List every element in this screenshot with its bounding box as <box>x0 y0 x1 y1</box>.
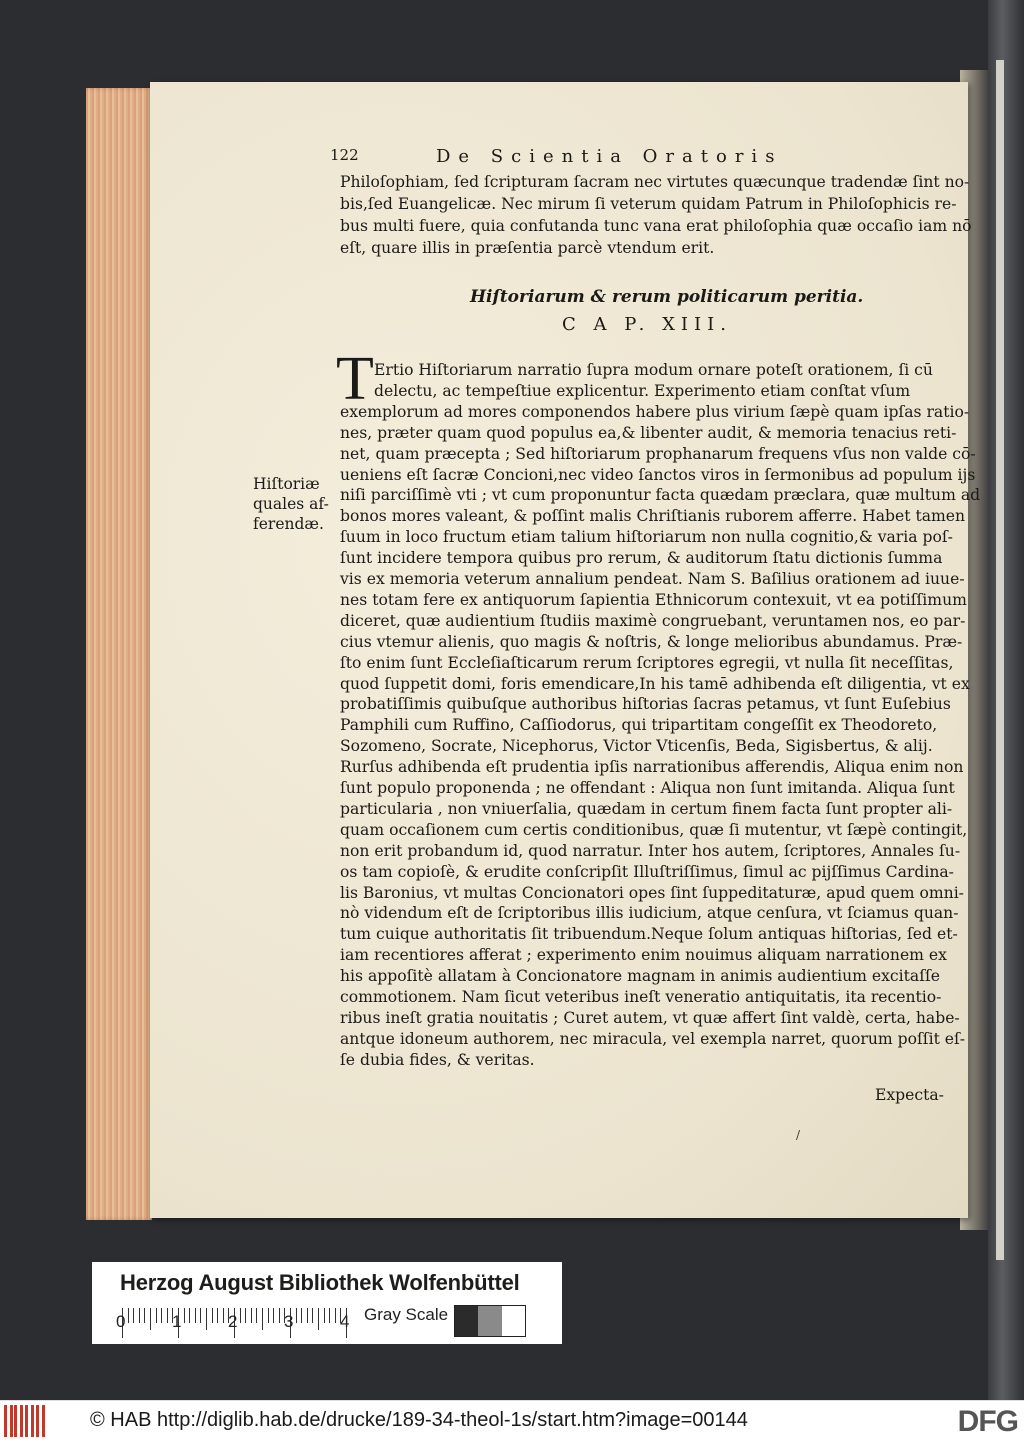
text-line: nes, præter quam quod populus ea,& libenter audit, & memoria tenacius reti- <box>340 423 957 442</box>
text-line: net, quam præcepta ; Sed hiſtoriarum prophanarum frequens vſus non valde cō- <box>340 444 976 463</box>
ruler-tick <box>128 1308 129 1323</box>
text-line: nes totam fere ex antiquorum ſapientia Ethnicorum contexuit, vt ea potiſſimum <box>340 590 967 609</box>
gray-level-patch <box>455 1306 478 1336</box>
text-line: commotionem. Nam ſicut veteribus ineſt veneratio antiquitatis, ita recentio- <box>340 988 942 1006</box>
drop-capital: T <box>336 345 374 413</box>
barcode-stripe <box>31 1405 34 1437</box>
permalink-url[interactable]: http://diglib.hab.de/drucke/189-34-theol-1s/start.htm?image=00144 <box>156 1409 748 1431</box>
dfg-logo: DFG <box>957 1405 1018 1438</box>
ruler-tick <box>245 1308 246 1323</box>
ruler-number: 1 <box>172 1312 182 1331</box>
ruler-number: 2 <box>228 1312 238 1331</box>
barcode-stripe <box>10 1405 13 1437</box>
text-line: Philoſophiam, ſed ſcripturam ſacram nec virtutes quæcunque tradendæ ſint no- <box>340 173 970 191</box>
ruler-tick <box>223 1308 224 1323</box>
ruler-tick <box>156 1308 157 1323</box>
text-line: Pamphili cum Ruffino, Caſſiodorus, qui tripartitam congeſſit ex Theodoreto, <box>340 716 938 735</box>
ruler-tick <box>296 1308 297 1323</box>
text-line: bonos mores valeant, & poſſint malis Chriſtianis ruborem afferre. Habet tamen <box>340 507 966 526</box>
viewer-footer <box>0 1400 1024 1441</box>
ruler-tick <box>200 1308 201 1323</box>
ruler-tick <box>189 1308 190 1323</box>
text-line: bus multi fuere, quia confutanda tunc vana erat philoſophia quæ occaſio iam nō <box>340 217 972 235</box>
ruler-tick <box>161 1308 162 1323</box>
text-line: ſuum in loco fructum etiam talium hiſtoriarum non nulla cognitio,& varia poſ- <box>340 528 953 547</box>
text-line: cius vtemur alienis, quo magis & noſtris, & longe melioribus abundamus. Præ- <box>340 632 963 651</box>
barcode-stripe <box>42 1405 45 1437</box>
text-line: ribus ineſt gratia nouitatis ; Curet autem, vt quæ affert ſint valdè, certa, habe- <box>340 1008 960 1027</box>
text-line: particularia , non vniuerſalia, quædam in certum finem facta ſunt propter ali- <box>340 799 953 818</box>
text-line: delectu, ac tempeſtiue explicentur. Experimento etiam conſtat vſum <box>374 381 911 400</box>
ruler-tick <box>262 1308 263 1330</box>
ruler-tick <box>144 1308 145 1323</box>
ruler-tick <box>329 1308 330 1323</box>
ruler-number: 3 <box>284 1312 294 1331</box>
text-line: ſunt incidere tempora quibus pro rerum, & auditorum ſtatu dictionis ſumma <box>340 549 943 568</box>
running-title: De Scientia Oratoris <box>436 146 783 167</box>
text-line: Sozomeno, Socrate, Nicephorus, Victor Vticenſis, Beda, Sigisbertus, & alij. <box>340 737 933 756</box>
text-line: nò videndum eſt de ſcriptoribus illis iudicium, atque cenſura, vt ſciamus quan- <box>340 904 959 923</box>
page-number: 122 <box>330 146 359 164</box>
text-line: ueniens eſt ſacræ Concioni,nec video ſanctos viros in ſermonibus ad populum ijs <box>340 465 976 484</box>
next-page-edge <box>988 0 1024 1400</box>
text-line: ſe dubia fides, & veritas. <box>340 1050 535 1069</box>
gray-scale-swatch <box>454 1305 526 1337</box>
text-line: his appoſitè allatam à Concionatore magnam in animis audientium excitaſſe <box>340 967 940 986</box>
text-line: ſunt populo proponenda ; ne offendant : Aliqua non ſunt imitanda. Aliqua ſunt <box>340 779 955 797</box>
ruler-tick <box>279 1308 280 1323</box>
ruler-tick <box>307 1308 308 1323</box>
gray-level-patch <box>502 1306 525 1336</box>
next-page-paper <box>996 60 1004 1260</box>
ruler-tick <box>268 1308 269 1323</box>
chapter-number: C A P. XIII. <box>562 314 732 335</box>
ruler-tick <box>212 1308 213 1323</box>
marginal-line: ferendæ. <box>253 515 324 533</box>
ruler-tick <box>256 1308 257 1323</box>
hab-barcode-icon <box>4 1405 48 1437</box>
text-line: eſt, quare illis in præſentia parcè vtendum erit. <box>340 239 715 257</box>
text-line: lis Baronius, vt multas Concionatori opes ſint ſuppeditaturæ, apud quem omni- <box>340 883 964 902</box>
text-line: ſto enim ſunt Eccleſiaſticarum rerum ſcriptores egregii, vt nulla ſit neceſſitas, <box>340 653 954 672</box>
barcode-stripe <box>20 1405 23 1437</box>
ruler-tick <box>217 1308 218 1323</box>
text-line: non erit probandum id, quod narratur. Inter hos autem, ſcriptores, Annales ſu- <box>340 841 961 860</box>
ruler-number: 0 <box>116 1312 126 1331</box>
catchword: Expecta- <box>875 1086 944 1104</box>
ruler-tick <box>301 1308 302 1323</box>
barcode-stripe <box>36 1405 39 1437</box>
text-line: bis,ſed Euangelicæ. Nec mirum ſi veterum quidam Patrum in Philoſophicis re- <box>340 195 957 213</box>
barcode-stripe <box>25 1405 28 1437</box>
library-color-card <box>92 1262 562 1344</box>
text-line: quod ſuppetit domi, foris emendicare,In his tamē adhibenda eſt diligentia, vt ex <box>340 674 970 693</box>
text-line: iam recentiores afferat ; experimento enim nouimus aliquam narrationem ex <box>340 946 947 965</box>
gray-level-patch <box>478 1306 501 1336</box>
ruler-tick <box>335 1308 336 1323</box>
text-line: antque idoneum authorem, nec miracula, vel exempla narret, quorum poſſit eſ- <box>340 1029 966 1048</box>
text-line: Ertio Hiſtoriarum narratio ſupra modum ornare poteſt orationem, ſi cū <box>374 361 933 379</box>
ruler-tick <box>324 1308 325 1323</box>
ruler-tick <box>133 1308 134 1323</box>
text-line: vis ex memoria veterum annalium pendeat. Nam S. Baſilius orationem ad iuue- <box>340 570 965 588</box>
ruler-tick <box>206 1308 207 1330</box>
text-line: diceret, quæ audientium ſtudiis maximè congruebant, veruntamen nos, eo par- <box>340 611 966 630</box>
gray-scale-label: Gray Scale <box>364 1305 449 1324</box>
library-name: Herzog August Bibliothek Wolfenbüttel <box>120 1270 520 1295</box>
ruler-tick <box>195 1308 196 1323</box>
ruler-tick <box>312 1308 313 1323</box>
text-line: os tam copioſè, & erudite conſcripſit Illuſtriſſimus, ſimul ac pijſſimus Cardina- <box>340 862 954 881</box>
text-line: niſi parciſſimè vti ; vt cum proponuntur facta quædam præclara, quæ multum ad <box>340 486 981 505</box>
footer-credit <box>90 1409 748 1432</box>
text-line: tum cuique authoritatis ſit tribuendum.Neque ſolum antiquas hiſtorias, ſed et- <box>340 925 958 944</box>
ruler-tick <box>139 1308 140 1323</box>
text-line: probatiſſimis quibuſque authoribus hiſtorias ſacras petamus, vt ſunt Euſebius <box>340 695 951 714</box>
page-mark: / <box>796 1128 801 1142</box>
marginal-line: quales af- <box>253 495 329 513</box>
ruler-tick <box>251 1308 252 1323</box>
chapter-subtitle: Hiſtoriarum & rerum politicarum peritia. <box>470 287 864 307</box>
page-stack-edge <box>86 88 152 1220</box>
ruler-tick <box>167 1308 168 1323</box>
text-line: quam occaſionem cum certis conditionibus, quæ ſi mutentur, vt ſæpè contingit, <box>340 820 968 839</box>
ruler-tick <box>150 1308 151 1330</box>
marginal-line: Hiſtoriæ <box>253 475 320 493</box>
ruler-tick <box>273 1308 274 1323</box>
ruler-number: 4 <box>340 1312 350 1331</box>
ruler-tick <box>184 1308 185 1323</box>
text-line: exemplorum ad mores componendos habere plus virium ſæpè quam ipſas ratio- <box>340 402 970 421</box>
ruler-tick <box>318 1308 319 1330</box>
barcode-stripe <box>4 1405 7 1437</box>
text-line: Rurſus adhibenda eſt prudentia ipſis narrationibus afferendis, Aliqua enim non <box>340 758 964 777</box>
ruler-tick <box>240 1308 241 1323</box>
copyright-text: © HAB <box>90 1409 152 1431</box>
barcode-stripe <box>14 1405 17 1437</box>
